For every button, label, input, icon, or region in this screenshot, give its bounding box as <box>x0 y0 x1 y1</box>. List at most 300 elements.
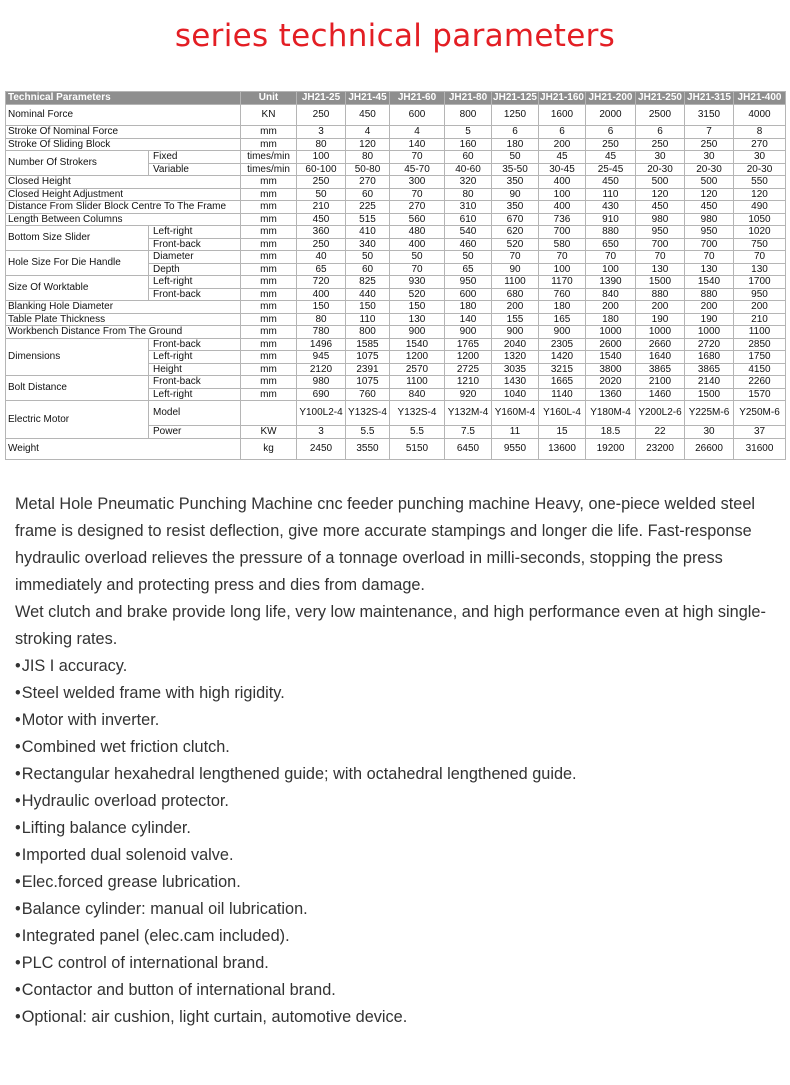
feature-item <box>15 923 775 950</box>
param-value: 4 <box>390 126 445 139</box>
feature-text: Contactor and button of international brand. <box>21 981 336 999</box>
feature-item <box>15 842 775 869</box>
param-value: 250 <box>685 138 734 151</box>
param-value: 3215 <box>539 363 586 376</box>
param-name: Closed Height Adjustment <box>6 188 241 201</box>
param-value: 2040 <box>492 338 539 351</box>
param-value: 400 <box>390 238 445 251</box>
param-value: 70 <box>390 188 445 201</box>
table-row <box>6 126 786 139</box>
param-value: 8 <box>734 126 786 139</box>
param-unit: mm <box>241 351 297 364</box>
table-row <box>6 438 786 459</box>
table-row <box>6 176 786 189</box>
param-unit: mm <box>241 238 297 251</box>
param-value: 40 <box>297 251 346 264</box>
param-sub: Power <box>149 426 241 439</box>
param-value: 100 <box>539 188 586 201</box>
param-value: 700 <box>636 238 685 251</box>
param-value: 130 <box>390 313 445 326</box>
param-value: 1750 <box>734 351 786 364</box>
param-value: 1540 <box>390 338 445 351</box>
param-sub: Fixed <box>149 151 241 164</box>
param-value: 5.5 <box>346 426 390 439</box>
param-value: 1075 <box>346 351 390 364</box>
param-value: 2660 <box>636 338 685 351</box>
feature-text: JIS I accuracy. <box>21 657 128 675</box>
param-value: 90 <box>492 188 539 201</box>
param-value: Y200L2-6 <box>636 401 685 426</box>
param-value: 1000 <box>586 326 636 339</box>
param-value: Y132S-4 <box>390 401 445 426</box>
param-value: 500 <box>636 176 685 189</box>
param-value: 760 <box>346 388 390 401</box>
param-value: 800 <box>445 105 492 126</box>
param-value: 440 <box>346 288 390 301</box>
param-value: 250 <box>297 176 346 189</box>
param-value: 19200 <box>586 438 636 459</box>
param-unit: KW <box>241 426 297 439</box>
param-value: 910 <box>586 213 636 226</box>
param-value: 23200 <box>636 438 685 459</box>
param-value: 60 <box>445 151 492 164</box>
param-value: 22 <box>636 426 685 439</box>
feature-text: Integrated panel (elec.cam included). <box>21 927 290 945</box>
table-row <box>6 201 786 214</box>
param-value: 70 <box>390 263 445 276</box>
param-value: 200 <box>492 301 539 314</box>
param-value: 250 <box>586 138 636 151</box>
param-name: Workbench Distance From The Ground <box>6 326 241 339</box>
param-value: 920 <box>445 388 492 401</box>
param-group: Electric Motor <box>6 401 149 439</box>
param-sub: Model <box>149 401 241 426</box>
table-row <box>6 338 786 351</box>
param-value: 1570 <box>734 388 786 401</box>
param-value: 2450 <box>297 438 346 459</box>
bullet-icon: • <box>15 792 21 810</box>
param-value: 1700 <box>734 276 786 289</box>
param-value: 450 <box>586 176 636 189</box>
param-value: 7.5 <box>445 426 492 439</box>
param-value: 65 <box>445 263 492 276</box>
param-value: 190 <box>636 313 685 326</box>
param-value: 3 <box>297 126 346 139</box>
param-value: 70 <box>492 251 539 264</box>
param-value: 250 <box>297 105 346 126</box>
param-value: Y225M-6 <box>685 401 734 426</box>
param-value: 340 <box>346 238 390 251</box>
table-row <box>6 376 786 389</box>
param-unit: mm <box>241 138 297 151</box>
description-paragraph: Wet clutch and brake provide long life, very low maintenance, and high performance even at high single-stroking rates. <box>15 603 766 648</box>
param-name: Distance From Slider Block Centre To The Frame <box>6 201 241 214</box>
param-value: 50 <box>297 188 346 201</box>
param-value: 140 <box>390 138 445 151</box>
header-model: JH21-45 <box>346 92 390 105</box>
param-value: 1000 <box>636 326 685 339</box>
param-value: 450 <box>636 201 685 214</box>
param-group: Hole Size For Die Handle <box>6 251 149 276</box>
param-name: Stroke Of Sliding Block <box>6 138 241 151</box>
description-paragraph: Metal Hole Pneumatic Punching Machine cnc feeder punching machine Heavy, one-piece welded steel frame is designed to resist deflection, give more accurate stampings and longer die life. Fast-response hydraulic overload relieves the pressure of a tonnage overload in milli-seconds, stopping the press immediately and protecting press and dies from damage. <box>15 495 756 594</box>
param-value: 700 <box>539 226 586 239</box>
param-value: 2305 <box>539 338 586 351</box>
param-value: 1420 <box>539 351 586 364</box>
param-value: 945 <box>297 351 346 364</box>
param-value: 150 <box>390 301 445 314</box>
param-value: 3550 <box>346 438 390 459</box>
param-value: 50 <box>346 251 390 264</box>
param-group: Dimensions <box>6 338 149 376</box>
param-unit: times/min <box>241 151 297 164</box>
feature-item <box>15 977 775 1004</box>
param-value: 70 <box>636 251 685 264</box>
param-value: 450 <box>346 105 390 126</box>
param-group: Bottom Size Slider <box>6 226 149 251</box>
param-unit: mm <box>241 288 297 301</box>
feature-item <box>15 950 775 977</box>
param-value: 30 <box>636 151 685 164</box>
param-value: 950 <box>685 226 734 239</box>
param-unit: mm <box>241 213 297 226</box>
feature-text: Steel welded frame with high rigidity. <box>21 684 285 702</box>
param-value: 1640 <box>636 351 685 364</box>
param-value: 825 <box>346 276 390 289</box>
param-value: 190 <box>685 313 734 326</box>
param-value: 50 <box>492 151 539 164</box>
param-value: 200 <box>636 301 685 314</box>
param-value: Y160L-4 <box>539 401 586 426</box>
table-row <box>6 105 786 126</box>
param-value: 1540 <box>586 351 636 364</box>
param-value: 120 <box>636 188 685 201</box>
param-value: 550 <box>734 176 786 189</box>
param-value: 180 <box>586 313 636 326</box>
table-row <box>6 188 786 201</box>
param-unit: mm <box>241 226 297 239</box>
param-value: 1600 <box>539 105 586 126</box>
param-value: 25-45 <box>586 163 636 176</box>
param-value: 650 <box>586 238 636 251</box>
param-value: 700 <box>685 238 734 251</box>
param-unit: mm <box>241 376 297 389</box>
header-model: JH21-315 <box>685 92 734 105</box>
param-value: 580 <box>539 238 586 251</box>
param-value: 690 <box>297 388 346 401</box>
param-value: 250 <box>636 138 685 151</box>
param-value: 30 <box>685 426 734 439</box>
param-value: 5 <box>445 126 492 139</box>
param-sub: Left-right <box>149 388 241 401</box>
param-value: 6 <box>492 126 539 139</box>
param-unit <box>241 401 297 426</box>
param-value: 490 <box>734 201 786 214</box>
param-sub: Front-back <box>149 338 241 351</box>
param-sub: Diameter <box>149 251 241 264</box>
param-value: 350 <box>492 176 539 189</box>
header-model: JH21-200 <box>586 92 636 105</box>
param-unit: mm <box>241 363 297 376</box>
header-model: JH21-80 <box>445 92 492 105</box>
feature-item <box>15 788 775 815</box>
param-value: 900 <box>390 326 445 339</box>
param-value: 20-30 <box>734 163 786 176</box>
param-value: 1360 <box>586 388 636 401</box>
param-value: 200 <box>734 301 786 314</box>
bullet-icon: • <box>15 819 21 837</box>
feature-item <box>15 653 775 680</box>
param-value: 560 <box>390 213 445 226</box>
param-value: 7 <box>685 126 734 139</box>
param-value: 50 <box>445 251 492 264</box>
table-row <box>6 276 786 289</box>
param-value: 65 <box>297 263 346 276</box>
param-value: 2600 <box>586 338 636 351</box>
param-value: 60 <box>346 188 390 201</box>
param-value: 110 <box>586 188 636 201</box>
param-sub: Front-back <box>149 238 241 251</box>
param-value: 840 <box>390 388 445 401</box>
param-value: 1000 <box>685 326 734 339</box>
param-value: 540 <box>445 226 492 239</box>
param-value: 1020 <box>734 226 786 239</box>
param-value: 3865 <box>685 363 734 376</box>
param-value: 1680 <box>685 351 734 364</box>
param-value: 4 <box>346 126 390 139</box>
param-value: 20-30 <box>636 163 685 176</box>
param-value: 9550 <box>492 438 539 459</box>
param-value: Y100L2-4 <box>297 401 346 426</box>
param-value: 30 <box>734 151 786 164</box>
feature-item <box>15 1004 775 1031</box>
bullet-icon: • <box>15 873 21 891</box>
param-value: 35-50 <box>492 163 539 176</box>
param-value: 1100 <box>734 326 786 339</box>
param-value: 130 <box>685 263 734 276</box>
param-value: 930 <box>390 276 445 289</box>
param-group: Bolt Distance <box>6 376 149 401</box>
param-value: 5.5 <box>390 426 445 439</box>
param-value: 1210 <box>445 376 492 389</box>
param-unit: mm <box>241 326 297 339</box>
param-value: 1200 <box>390 351 445 364</box>
param-value: 670 <box>492 213 539 226</box>
param-value: 100 <box>539 263 586 276</box>
param-name: Table Plate Thickness <box>6 313 241 326</box>
param-value: 2725 <box>445 363 492 376</box>
param-value: 37 <box>734 426 786 439</box>
table-header-row <box>6 92 786 105</box>
table-row <box>6 313 786 326</box>
param-value: 1140 <box>539 388 586 401</box>
table-row <box>6 213 786 226</box>
param-value: 26600 <box>685 438 734 459</box>
param-value: 270 <box>734 138 786 151</box>
feature-text: Motor with inverter. <box>21 711 160 729</box>
param-value: 3865 <box>636 363 685 376</box>
bullet-icon: • <box>15 765 21 783</box>
bullet-icon: • <box>15 900 21 918</box>
param-value: 760 <box>539 288 586 301</box>
param-value: 30-45 <box>539 163 586 176</box>
param-value: 1500 <box>636 276 685 289</box>
feature-item <box>15 815 775 842</box>
param-value: 70 <box>539 251 586 264</box>
param-value: 80 <box>297 138 346 151</box>
param-value: 100 <box>586 263 636 276</box>
bullet-icon: • <box>15 1008 21 1026</box>
header-model: JH21-125 <box>493 92 537 104</box>
param-value: 130 <box>636 263 685 276</box>
param-value: 1250 <box>492 105 539 126</box>
param-value: 1665 <box>539 376 586 389</box>
param-value: 980 <box>636 213 685 226</box>
header-param: Technical Parameters <box>6 92 241 105</box>
param-name: Length Between Columns <box>6 213 241 226</box>
param-value: 210 <box>297 201 346 214</box>
param-value: 4000 <box>734 105 786 126</box>
param-value: 155 <box>492 313 539 326</box>
param-value: 1500 <box>685 388 734 401</box>
param-unit: KN <box>241 105 297 126</box>
param-unit: kg <box>241 438 297 459</box>
param-value: 520 <box>492 238 539 251</box>
param-value: 150 <box>346 301 390 314</box>
param-value: 720 <box>297 276 346 289</box>
param-value: 90 <box>492 263 539 276</box>
param-value: 60-100 <box>297 163 346 176</box>
param-value: 1075 <box>346 376 390 389</box>
param-value: 310 <box>445 201 492 214</box>
spec-table <box>5 91 786 460</box>
param-value: 31600 <box>734 438 786 459</box>
param-value: 1460 <box>636 388 685 401</box>
feature-text: Elec.forced grease lubrication. <box>21 873 241 891</box>
param-sub: Variable <box>149 163 241 176</box>
feature-text: Imported dual solenoid valve. <box>21 846 234 864</box>
bullet-icon: • <box>15 954 21 972</box>
param-value: 480 <box>390 226 445 239</box>
param-value: 45 <box>539 151 586 164</box>
table-row <box>6 251 786 264</box>
param-unit: mm <box>241 263 297 276</box>
param-unit: mm <box>241 176 297 189</box>
param-value: 1040 <box>492 388 539 401</box>
param-value: 1170 <box>539 276 586 289</box>
param-value: 3035 <box>492 363 539 376</box>
param-value: 20-30 <box>685 163 734 176</box>
param-value: 180 <box>492 138 539 151</box>
feature-item <box>15 869 775 896</box>
param-unit: mm <box>241 276 297 289</box>
param-value: 130 <box>734 263 786 276</box>
param-value: 40-60 <box>445 163 492 176</box>
param-value: 2500 <box>636 105 685 126</box>
param-value: 1050 <box>734 213 786 226</box>
bullet-icon: • <box>15 711 21 729</box>
param-value: 736 <box>539 213 586 226</box>
bullet-icon: • <box>15 927 21 945</box>
param-group: Size Of Worktable <box>6 276 149 301</box>
param-sub: Height <box>149 363 241 376</box>
param-value: 600 <box>390 105 445 126</box>
param-value: 6 <box>586 126 636 139</box>
param-value: 45-70 <box>390 163 445 176</box>
param-value: 1765 <box>445 338 492 351</box>
param-value: 400 <box>539 201 586 214</box>
feature-text: Hydraulic overload protector. <box>21 792 229 810</box>
param-value: 150 <box>297 301 346 314</box>
param-value: 520 <box>390 288 445 301</box>
feature-item <box>15 761 775 788</box>
param-value: 30 <box>685 151 734 164</box>
page-title: series technical parameters <box>174 18 616 54</box>
feature-item <box>15 734 775 761</box>
param-value: 45 <box>586 151 636 164</box>
param-value: 950 <box>734 288 786 301</box>
param-value: 50-80 <box>346 163 390 176</box>
param-unit: mm <box>241 126 297 139</box>
param-sub: Left-right <box>149 276 241 289</box>
param-value: 50 <box>390 251 445 264</box>
header-model: JH21-60 <box>390 92 445 105</box>
param-value: 6 <box>539 126 586 139</box>
param-value: 430 <box>586 201 636 214</box>
param-value: 1100 <box>390 376 445 389</box>
param-value: 880 <box>685 288 734 301</box>
param-value: 1200 <box>445 351 492 364</box>
param-value: 180 <box>445 301 492 314</box>
param-name: Closed Height <box>6 176 241 189</box>
param-value: 1585 <box>346 338 390 351</box>
param-value: 500 <box>685 176 734 189</box>
param-value: 210 <box>734 313 786 326</box>
table-row <box>6 138 786 151</box>
param-unit: mm <box>241 201 297 214</box>
param-value: 2260 <box>734 376 786 389</box>
header-model: JH21-25 <box>297 92 346 105</box>
table-row <box>6 301 786 314</box>
param-value: Y250M-6 <box>734 401 786 426</box>
feature-item <box>15 896 775 923</box>
param-value: 18.5 <box>586 426 636 439</box>
param-unit: mm <box>241 301 297 314</box>
param-unit: mm <box>241 251 297 264</box>
param-value: 450 <box>685 201 734 214</box>
feature-text: Rectangular hexahedral lengthened guide; with octahedral lengthened guide. <box>21 765 577 783</box>
param-value: 1390 <box>586 276 636 289</box>
param-value: 2720 <box>685 338 734 351</box>
param-value: 13600 <box>539 438 586 459</box>
param-name: Weight <box>6 438 241 459</box>
param-group: Number Of Strokers <box>6 151 149 176</box>
header-model: JH21-400 <box>734 92 786 105</box>
header-model: JH21-160 <box>540 92 584 104</box>
param-value: 2020 <box>586 376 636 389</box>
feature-item <box>15 680 775 707</box>
bullet-icon: • <box>15 738 21 756</box>
param-value: 120 <box>734 188 786 201</box>
param-value: 620 <box>492 226 539 239</box>
bullet-icon: • <box>15 684 21 702</box>
table-row <box>6 151 786 164</box>
header-model: JH21-250 <box>636 92 685 105</box>
param-value: 11 <box>492 426 539 439</box>
param-value: 3800 <box>586 363 636 376</box>
param-sub: Left-right <box>149 351 241 364</box>
param-name: Stroke Of Nominal Force <box>6 126 241 139</box>
